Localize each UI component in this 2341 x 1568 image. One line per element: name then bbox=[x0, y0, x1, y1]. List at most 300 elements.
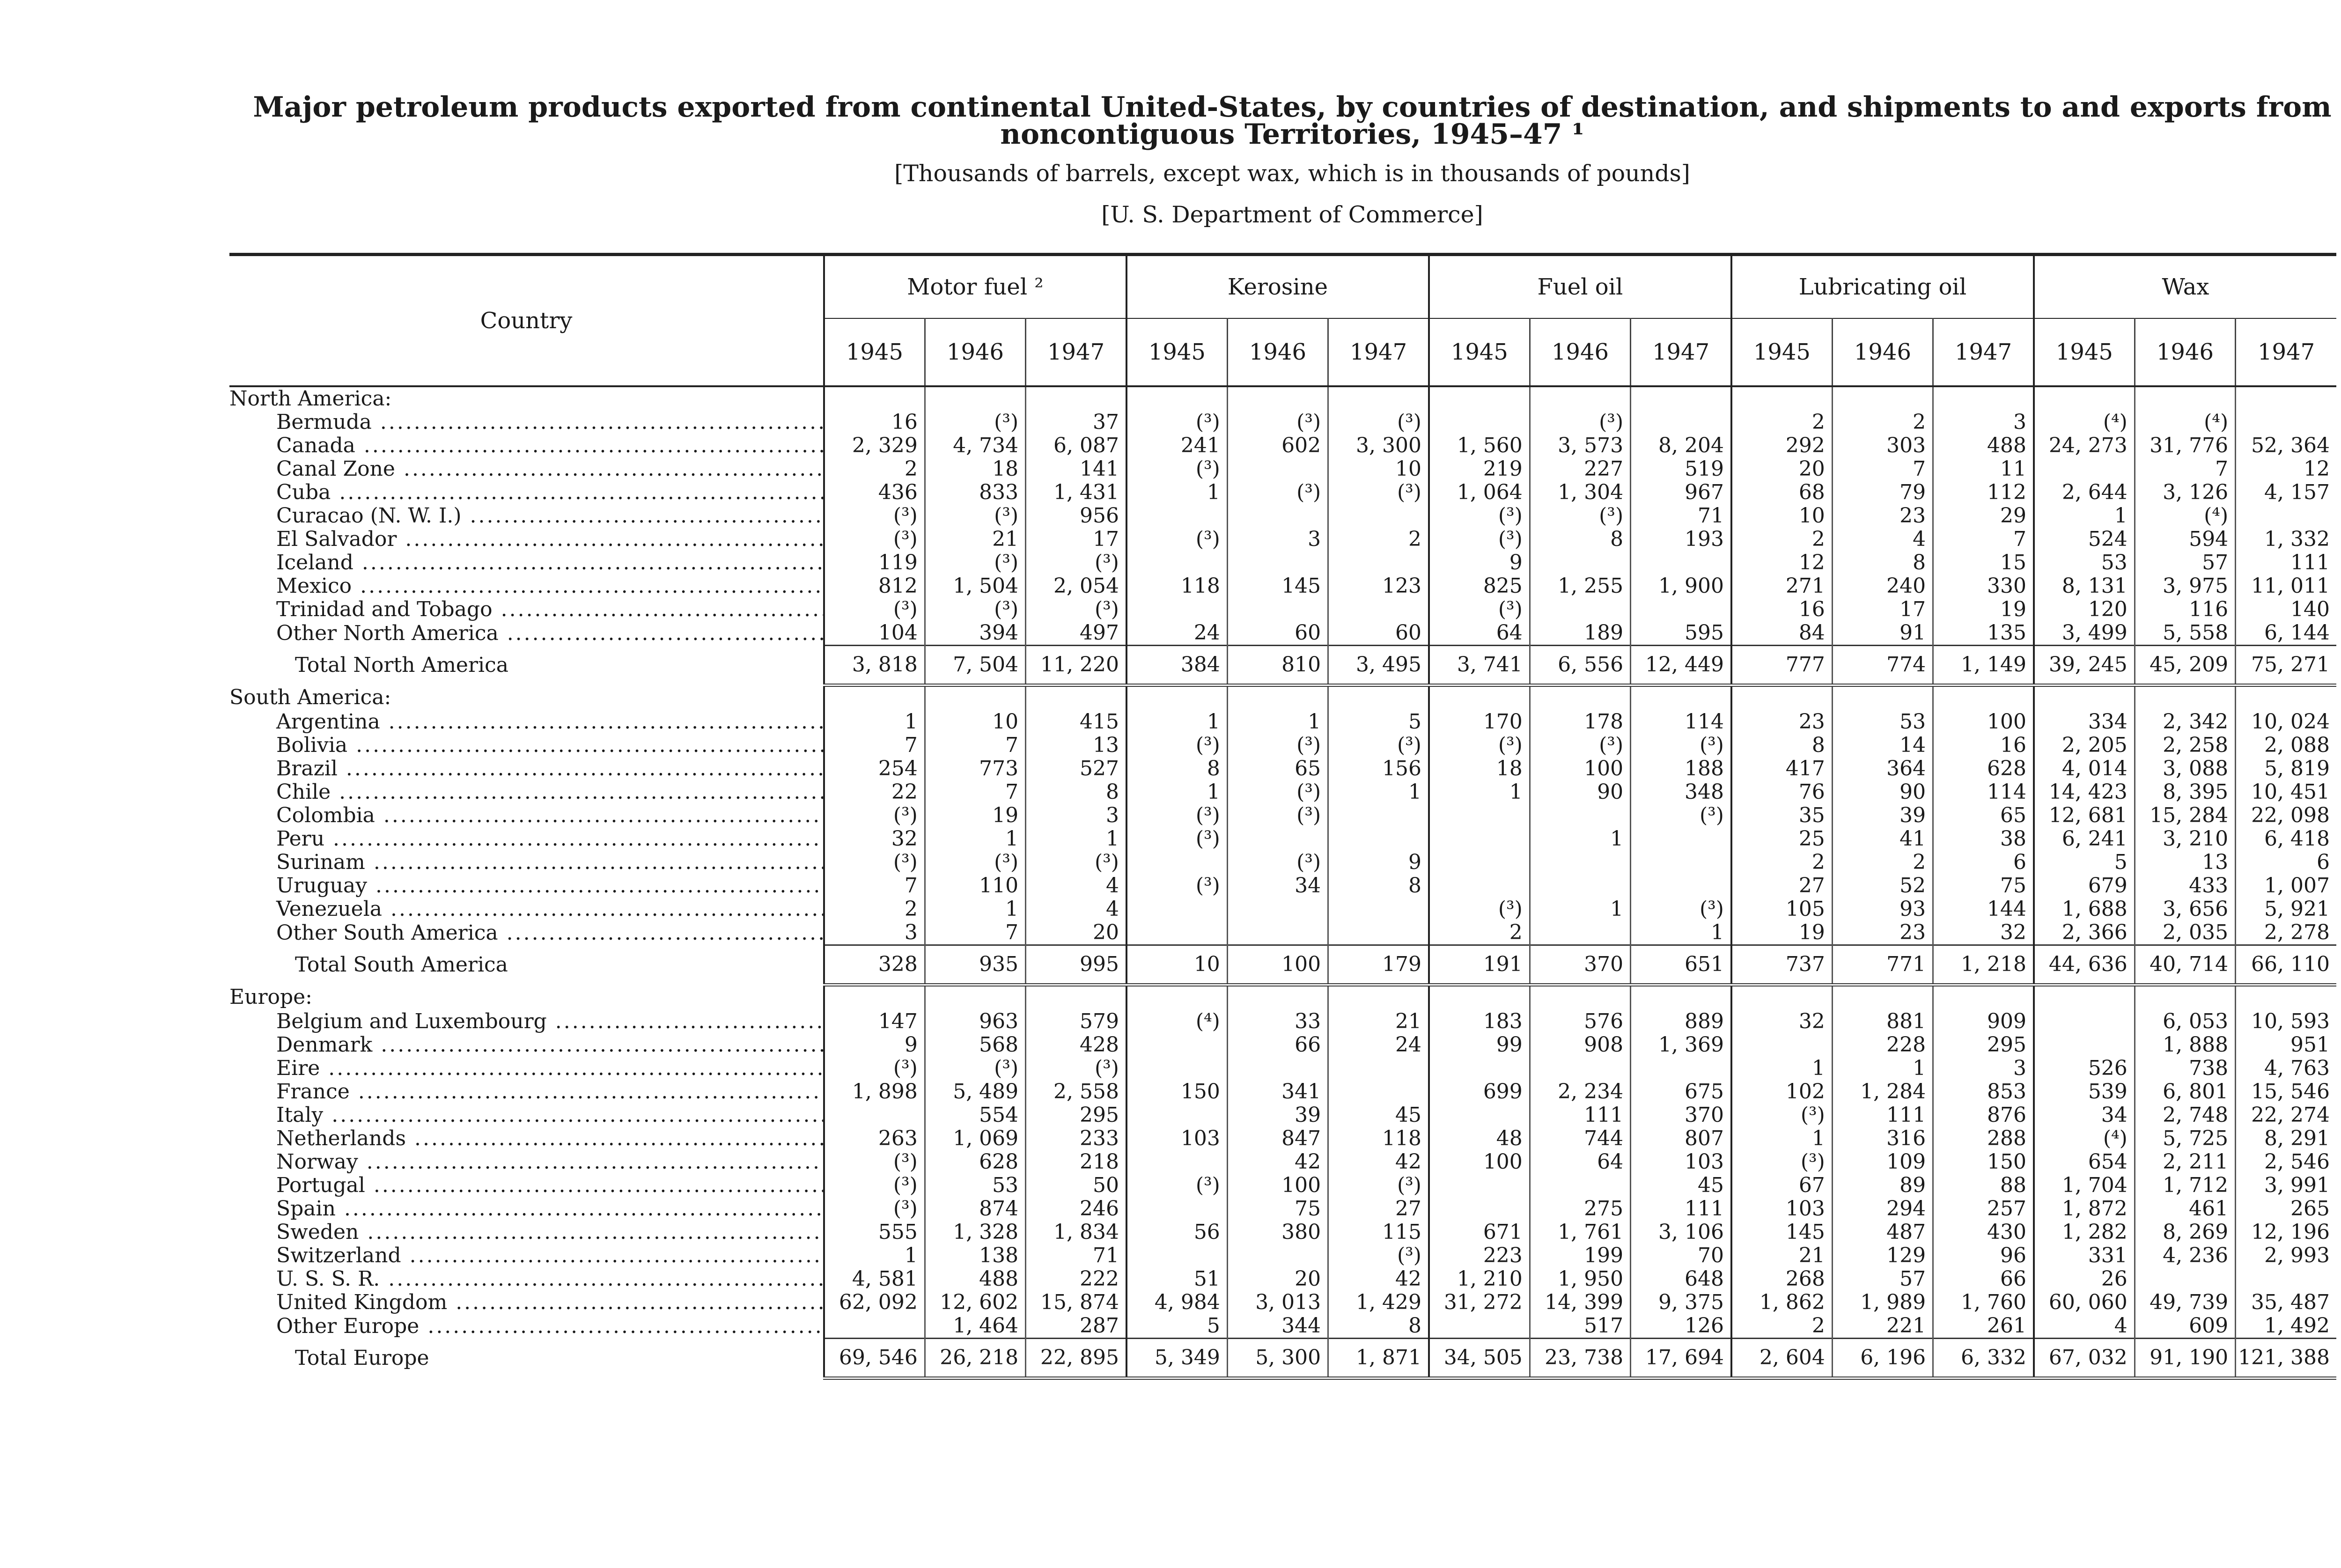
value-cell: (³) bbox=[1126, 804, 1227, 827]
country-name-text: Brazil ..... bbox=[276, 757, 824, 780]
table-header bbox=[229, 255, 2336, 387]
value-cell: 64 bbox=[1429, 621, 1530, 646]
value-cell: (³) bbox=[1530, 504, 1630, 528]
value-cell bbox=[1530, 874, 1630, 898]
value-cell: 294 bbox=[1832, 1197, 1933, 1221]
value-cell: 738 bbox=[2135, 1057, 2235, 1080]
table-row bbox=[229, 898, 2336, 921]
value-cell: 5, 489 bbox=[925, 1080, 1025, 1104]
value-cell: 303 bbox=[1832, 434, 1933, 457]
value-cell: 109 bbox=[1832, 1150, 1933, 1174]
value-cell: 6, 556 bbox=[1530, 646, 1630, 685]
value-cell: 2, 258 bbox=[2135, 734, 2235, 757]
value-cell: 1, 761 bbox=[1530, 1221, 1630, 1244]
value-cell: 19 bbox=[1933, 598, 2034, 621]
country-name bbox=[229, 504, 824, 528]
value-cell bbox=[2236, 1267, 2336, 1291]
value-cell: 8 bbox=[1026, 780, 1126, 804]
value-cell bbox=[1328, 898, 1429, 921]
value-cell: 4, 236 bbox=[2135, 1244, 2235, 1267]
empty-cell bbox=[1328, 985, 1429, 1010]
value-cell: 93 bbox=[1832, 898, 1933, 921]
country-name bbox=[229, 780, 824, 804]
value-cell: 2 bbox=[1832, 851, 1933, 874]
value-cell: 111 bbox=[1631, 1197, 1731, 1221]
value-cell bbox=[1530, 1174, 1630, 1197]
value-cell: (³) bbox=[1026, 598, 1126, 621]
value-cell: 847 bbox=[1227, 1127, 1328, 1150]
value-cell: 115 bbox=[1328, 1221, 1429, 1244]
value-cell bbox=[1631, 411, 1731, 434]
value-cell: 1 bbox=[1832, 1057, 1933, 1080]
value-cell: (³) bbox=[1126, 827, 1227, 851]
table-row bbox=[229, 1267, 2336, 1291]
country-name-text: Bermuda ..... bbox=[276, 411, 824, 434]
value-cell: 1, 069 bbox=[925, 1127, 1025, 1150]
value-cell: 11, 220 bbox=[1026, 646, 1126, 685]
value-cell bbox=[1429, 1174, 1530, 1197]
value-cell: 344 bbox=[1227, 1314, 1328, 1339]
country-name-text: Italy ..... bbox=[276, 1104, 824, 1127]
value-cell: 27 bbox=[1328, 1197, 1429, 1221]
value-cell: 594 bbox=[2135, 528, 2235, 551]
units-note: [Thousands of barrels, except wax, which is in thousands of pounds] bbox=[894, 160, 1690, 187]
value-cell: 671 bbox=[1429, 1221, 1530, 1244]
value-cell: 3, 975 bbox=[2135, 574, 2235, 598]
table-row bbox=[229, 1197, 2336, 1221]
region-row bbox=[229, 386, 2336, 411]
value-cell bbox=[1429, 804, 1530, 827]
value-cell: 24 bbox=[1328, 1033, 1429, 1057]
value-cell: 10 bbox=[1731, 504, 1832, 528]
value-cell: 99 bbox=[1429, 1033, 1530, 1057]
value-cell: 15, 284 bbox=[2135, 804, 2235, 827]
value-cell: 1 bbox=[1731, 1057, 1832, 1080]
value-cell: 6, 332 bbox=[1933, 1339, 2034, 1378]
value-cell: 111 bbox=[1832, 1104, 1933, 1127]
value-cell: 2, 054 bbox=[1026, 574, 1126, 598]
value-cell bbox=[1328, 1080, 1429, 1104]
value-cell: (⁴) bbox=[2034, 1127, 2135, 1150]
year-header: 1947 bbox=[1631, 318, 1731, 386]
value-cell: (³) bbox=[824, 528, 925, 551]
empty-cell bbox=[1530, 685, 1630, 711]
value-cell: 12 bbox=[1731, 551, 1832, 574]
value-cell: 287 bbox=[1026, 1314, 1126, 1339]
country-name-text: Cuba ..... bbox=[276, 481, 824, 504]
value-cell: 17 bbox=[1832, 598, 1933, 621]
value-cell: 4, 014 bbox=[2034, 757, 2135, 780]
value-cell: (³) bbox=[1731, 1104, 1832, 1127]
value-cell bbox=[1328, 551, 1429, 574]
country-name bbox=[229, 851, 824, 874]
value-cell: 461 bbox=[2135, 1197, 2235, 1221]
value-cell: 1 bbox=[1530, 827, 1630, 851]
value-cell: (³) bbox=[1429, 528, 1530, 551]
value-cell: 135 bbox=[1933, 621, 2034, 646]
exports-table bbox=[229, 253, 2336, 1380]
empty-cell bbox=[1631, 985, 1731, 1010]
value-cell: 104 bbox=[824, 621, 925, 646]
value-cell: 100 bbox=[1227, 945, 1328, 985]
value-cell: 364 bbox=[1832, 757, 1933, 780]
value-cell: 576 bbox=[1530, 1010, 1630, 1033]
value-cell: 119 bbox=[824, 551, 925, 574]
value-cell: 956 bbox=[1026, 504, 1126, 528]
value-cell: 609 bbox=[2135, 1314, 2235, 1339]
country-name bbox=[229, 1314, 824, 1339]
empty-cell bbox=[2236, 985, 2336, 1010]
value-cell: 69, 546 bbox=[824, 1339, 925, 1378]
empty-cell bbox=[824, 985, 925, 1010]
country-name bbox=[229, 1127, 824, 1150]
value-cell: 1, 007 bbox=[2236, 874, 2336, 898]
value-cell: (⁴) bbox=[2135, 504, 2235, 528]
country-name-text: Denmark ..... bbox=[276, 1033, 824, 1057]
value-cell: 524 bbox=[2034, 528, 2135, 551]
value-cell: 316 bbox=[1832, 1127, 1933, 1150]
value-cell: 9, 375 bbox=[1631, 1291, 1731, 1314]
value-cell bbox=[1126, 1057, 1227, 1080]
value-cell: 430 bbox=[1933, 1221, 2034, 1244]
group-header: Wax bbox=[2034, 255, 2336, 319]
value-cell: 8 bbox=[1530, 528, 1630, 551]
table-row bbox=[229, 1010, 2336, 1033]
value-cell bbox=[1429, 1104, 1530, 1127]
value-cell: 51 bbox=[1126, 1267, 1227, 1291]
value-cell: (⁴) bbox=[2034, 411, 2135, 434]
country-name-text: United Kingdom ..... bbox=[276, 1291, 824, 1314]
value-cell: 328 bbox=[824, 945, 925, 985]
value-cell bbox=[1227, 1244, 1328, 1267]
value-cell: 2, 211 bbox=[2135, 1150, 2235, 1174]
value-cell: 699 bbox=[1429, 1080, 1530, 1104]
value-cell: 62, 092 bbox=[824, 1291, 925, 1314]
value-cell: 75 bbox=[1933, 874, 2034, 898]
value-cell bbox=[1328, 827, 1429, 851]
country-name bbox=[229, 1033, 824, 1057]
value-cell: 34, 505 bbox=[1429, 1339, 1530, 1378]
value-cell: (³) bbox=[1026, 551, 1126, 574]
value-cell: 3, 656 bbox=[2135, 898, 2235, 921]
value-cell: 66, 110 bbox=[2236, 945, 2336, 985]
value-cell: 227 bbox=[1530, 457, 1630, 481]
region-row bbox=[229, 685, 2336, 711]
value-cell: 150 bbox=[1933, 1150, 2034, 1174]
value-cell: 23, 738 bbox=[1530, 1339, 1630, 1378]
value-cell: 10, 593 bbox=[2236, 1010, 2336, 1033]
value-cell: 833 bbox=[925, 481, 1025, 504]
value-cell: (³) bbox=[1328, 481, 1429, 504]
value-cell: (³) bbox=[1227, 851, 1328, 874]
country-column-header: Country bbox=[229, 255, 824, 387]
value-cell: 517 bbox=[1530, 1314, 1630, 1339]
value-cell: 18 bbox=[925, 457, 1025, 481]
table-row bbox=[229, 621, 2336, 646]
region-label: North America: bbox=[229, 387, 392, 411]
empty-cell bbox=[1126, 685, 1227, 711]
value-cell: 3, 013 bbox=[1227, 1291, 1328, 1314]
value-cell: 218 bbox=[1026, 1150, 1126, 1174]
value-cell: 6 bbox=[1933, 851, 2034, 874]
value-cell: 111 bbox=[2236, 551, 2336, 574]
value-cell: 257 bbox=[1933, 1197, 2034, 1221]
value-cell: 1 bbox=[1227, 710, 1328, 734]
year-header: 1945 bbox=[1126, 318, 1227, 386]
country-name bbox=[229, 804, 824, 827]
value-cell bbox=[1126, 898, 1227, 921]
year-header: 1945 bbox=[824, 318, 925, 386]
total-row bbox=[229, 1339, 2336, 1378]
empty-cell bbox=[1227, 985, 1328, 1010]
country-name-text: Curacao (N. W. I.) ..... bbox=[276, 504, 824, 528]
value-cell: 4 bbox=[1026, 874, 1126, 898]
value-cell: (³) bbox=[824, 804, 925, 827]
value-cell: (³) bbox=[1631, 898, 1731, 921]
value-cell: 103 bbox=[1126, 1127, 1227, 1150]
table-body bbox=[229, 386, 2336, 1378]
value-cell: 14 bbox=[1832, 734, 1933, 757]
value-cell: 2 bbox=[1731, 528, 1832, 551]
value-cell: 65 bbox=[1933, 804, 2034, 827]
value-cell: 15 bbox=[1933, 551, 2034, 574]
value-cell: 1 bbox=[824, 1244, 925, 1267]
value-cell: 21 bbox=[925, 528, 1025, 551]
country-name-text: Peru ..... bbox=[276, 827, 824, 851]
value-cell: 10, 024 bbox=[2236, 710, 2336, 734]
region-label: Europe: bbox=[229, 985, 313, 1009]
country-name bbox=[229, 1150, 824, 1174]
empty-cell bbox=[1026, 985, 1126, 1010]
country-name-text: U. S. S. R. ..... bbox=[276, 1267, 824, 1291]
value-cell: (³) bbox=[824, 1197, 925, 1221]
value-cell: 170 bbox=[1429, 710, 1530, 734]
empty-cell bbox=[2135, 685, 2235, 711]
value-cell: 1, 284 bbox=[1832, 1080, 1933, 1104]
empty-cell bbox=[2135, 985, 2235, 1010]
value-cell: 334 bbox=[2034, 710, 2135, 734]
value-cell: 39 bbox=[1227, 1104, 1328, 1127]
value-cell: 825 bbox=[1429, 574, 1530, 598]
value-cell: 2 bbox=[1832, 411, 1933, 434]
value-cell: 100 bbox=[1429, 1150, 1530, 1174]
value-cell: 150 bbox=[1126, 1080, 1227, 1104]
value-cell: 5 bbox=[1126, 1314, 1227, 1339]
value-cell: 1, 871 bbox=[1328, 1339, 1429, 1378]
value-cell: 2, 993 bbox=[2236, 1244, 2336, 1267]
value-cell: 221 bbox=[1832, 1314, 1933, 1339]
empty-cell bbox=[824, 386, 925, 411]
value-cell: 45, 209 bbox=[2135, 646, 2235, 685]
value-cell bbox=[1126, 598, 1227, 621]
group-header: Fuel oil bbox=[1429, 255, 1731, 319]
empty-cell bbox=[1227, 685, 1328, 711]
value-cell: 88 bbox=[1933, 1174, 2034, 1197]
value-cell: 39, 245 bbox=[2034, 646, 2135, 685]
value-cell: 5, 921 bbox=[2236, 898, 2336, 921]
table-row bbox=[229, 598, 2336, 621]
value-cell: 261 bbox=[1933, 1314, 2034, 1339]
value-cell: 34 bbox=[1227, 874, 1328, 898]
empty-cell bbox=[925, 985, 1025, 1010]
value-cell: 32 bbox=[1731, 1010, 1832, 1033]
country-name-text: Netherlands ..... bbox=[276, 1127, 824, 1150]
table-row bbox=[229, 1057, 2336, 1080]
value-cell: 384 bbox=[1126, 646, 1227, 685]
value-cell: 100 bbox=[1227, 1174, 1328, 1197]
country-name-text: Eire ..... bbox=[276, 1057, 824, 1080]
value-cell: 42 bbox=[1328, 1150, 1429, 1174]
value-cell bbox=[1126, 1197, 1227, 1221]
value-cell: 24 bbox=[1126, 621, 1227, 646]
table-row bbox=[229, 710, 2336, 734]
group-header: Kerosine bbox=[1126, 255, 1429, 319]
value-cell bbox=[1731, 1033, 1832, 1057]
empty-cell bbox=[1530, 386, 1630, 411]
value-cell bbox=[1631, 851, 1731, 874]
value-cell: (³) bbox=[1429, 504, 1530, 528]
value-cell: 7 bbox=[925, 780, 1025, 804]
value-cell: 12, 196 bbox=[2236, 1221, 2336, 1244]
value-cell: 951 bbox=[2236, 1033, 2336, 1057]
value-cell: 14, 423 bbox=[2034, 780, 2135, 804]
table-row bbox=[229, 551, 2336, 574]
value-cell: 42 bbox=[1328, 1267, 1429, 1291]
value-cell: 26, 218 bbox=[925, 1339, 1025, 1378]
value-cell: 8, 269 bbox=[2135, 1221, 2235, 1244]
value-cell: 2 bbox=[1731, 411, 1832, 434]
value-cell: 3, 818 bbox=[824, 646, 925, 685]
region-row bbox=[229, 985, 2336, 1010]
value-cell: 4, 984 bbox=[1126, 1291, 1227, 1314]
value-cell: 2 bbox=[1328, 528, 1429, 551]
value-cell: 240 bbox=[1832, 574, 1933, 598]
value-cell: 263 bbox=[824, 1127, 925, 1150]
value-cell: 41 bbox=[1832, 827, 1933, 851]
value-cell: 10 bbox=[1328, 457, 1429, 481]
value-cell: 1, 950 bbox=[1530, 1267, 1630, 1291]
country-name-text: Belgium and Luxembourg ..... bbox=[276, 1010, 824, 1033]
value-cell: 348 bbox=[1631, 780, 1731, 804]
value-cell: 2, 278 bbox=[2236, 921, 2336, 945]
value-cell: 628 bbox=[1933, 757, 2034, 780]
value-cell: 37 bbox=[1026, 411, 1126, 434]
value-cell: 3 bbox=[1933, 411, 2034, 434]
year-header: 1946 bbox=[1227, 318, 1328, 386]
exports-table-container bbox=[229, 253, 2336, 1380]
value-cell: 1, 492 bbox=[2236, 1314, 2336, 1339]
value-cell: (³) bbox=[1126, 1174, 1227, 1197]
empty-cell bbox=[1328, 685, 1429, 711]
empty-cell bbox=[1026, 685, 1126, 711]
value-cell: 967 bbox=[1631, 481, 1731, 504]
value-cell: 60 bbox=[1328, 621, 1429, 646]
empty-cell bbox=[925, 685, 1025, 711]
country-name bbox=[229, 734, 824, 757]
value-cell bbox=[2135, 1267, 2235, 1291]
country-name bbox=[229, 411, 824, 434]
value-cell: 120 bbox=[2034, 598, 2135, 621]
value-cell: 89 bbox=[1832, 1174, 1933, 1197]
value-cell bbox=[1429, 1057, 1530, 1080]
value-cell: 11 bbox=[1933, 457, 2034, 481]
country-name bbox=[229, 551, 824, 574]
value-cell: 555 bbox=[824, 1221, 925, 1244]
value-cell: 189 bbox=[1530, 621, 1630, 646]
empty-cell bbox=[1631, 685, 1731, 711]
value-cell: 2 bbox=[824, 898, 925, 921]
value-cell: 554 bbox=[925, 1104, 1025, 1127]
value-cell: (³) bbox=[824, 851, 925, 874]
header-group-row bbox=[229, 255, 2336, 319]
value-cell: (³) bbox=[1026, 1057, 1126, 1080]
value-cell: 60, 060 bbox=[2034, 1291, 2135, 1314]
value-cell: 19 bbox=[1731, 921, 1832, 945]
value-cell: 12, 681 bbox=[2034, 804, 2135, 827]
value-cell: 1 bbox=[925, 898, 1025, 921]
value-cell: 1 bbox=[1126, 710, 1227, 734]
value-cell: (³) bbox=[1227, 411, 1328, 434]
value-cell: 3, 741 bbox=[1429, 646, 1530, 685]
value-cell bbox=[1126, 1104, 1227, 1127]
value-cell bbox=[824, 1314, 925, 1339]
value-cell: 65 bbox=[1227, 757, 1328, 780]
value-cell: 22, 098 bbox=[2236, 804, 2336, 827]
value-cell bbox=[1328, 504, 1429, 528]
value-cell: 91 bbox=[1832, 621, 1933, 646]
region-label: South America: bbox=[229, 685, 391, 710]
value-cell: 908 bbox=[1530, 1033, 1630, 1057]
value-cell: 228 bbox=[1832, 1033, 1933, 1057]
value-cell: 16 bbox=[1933, 734, 2034, 757]
total-label: Total Europe bbox=[295, 1346, 429, 1370]
value-cell: 812 bbox=[824, 574, 925, 598]
empty-cell bbox=[1631, 386, 1731, 411]
value-cell: (³) bbox=[925, 551, 1025, 574]
value-cell: 2, 205 bbox=[2034, 734, 2135, 757]
country-name bbox=[229, 898, 824, 921]
table-row bbox=[229, 481, 2336, 504]
value-cell: 2 bbox=[824, 457, 925, 481]
value-cell: 487 bbox=[1832, 1221, 1933, 1244]
value-cell: 22, 274 bbox=[2236, 1104, 2336, 1127]
value-cell: 1, 332 bbox=[2236, 528, 2336, 551]
country-name-text: El Salvador ..... bbox=[276, 528, 824, 551]
value-cell: 497 bbox=[1026, 621, 1126, 646]
value-cell: 7 bbox=[1933, 528, 2034, 551]
value-cell: 90 bbox=[1832, 780, 1933, 804]
value-cell: 874 bbox=[925, 1197, 1025, 1221]
value-cell: 3 bbox=[1227, 528, 1328, 551]
value-cell: 102 bbox=[1731, 1080, 1832, 1104]
value-cell: 52, 364 bbox=[2236, 434, 2336, 457]
value-cell: 1, 149 bbox=[1933, 646, 2034, 685]
value-cell: 380 bbox=[1227, 1221, 1328, 1244]
year-header: 1945 bbox=[1731, 318, 1832, 386]
table-row bbox=[229, 757, 2336, 780]
value-cell: (³) bbox=[1227, 481, 1328, 504]
value-cell: 31, 272 bbox=[1429, 1291, 1530, 1314]
value-cell: (³) bbox=[1026, 851, 1126, 874]
country-name bbox=[229, 1291, 824, 1314]
value-cell: 5 bbox=[1328, 710, 1429, 734]
value-cell bbox=[1530, 598, 1630, 621]
value-cell bbox=[1227, 921, 1328, 945]
table-row bbox=[229, 457, 2336, 481]
empty-cell bbox=[1328, 386, 1429, 411]
value-cell: 17, 694 bbox=[1631, 1339, 1731, 1378]
table-row bbox=[229, 1104, 2336, 1127]
